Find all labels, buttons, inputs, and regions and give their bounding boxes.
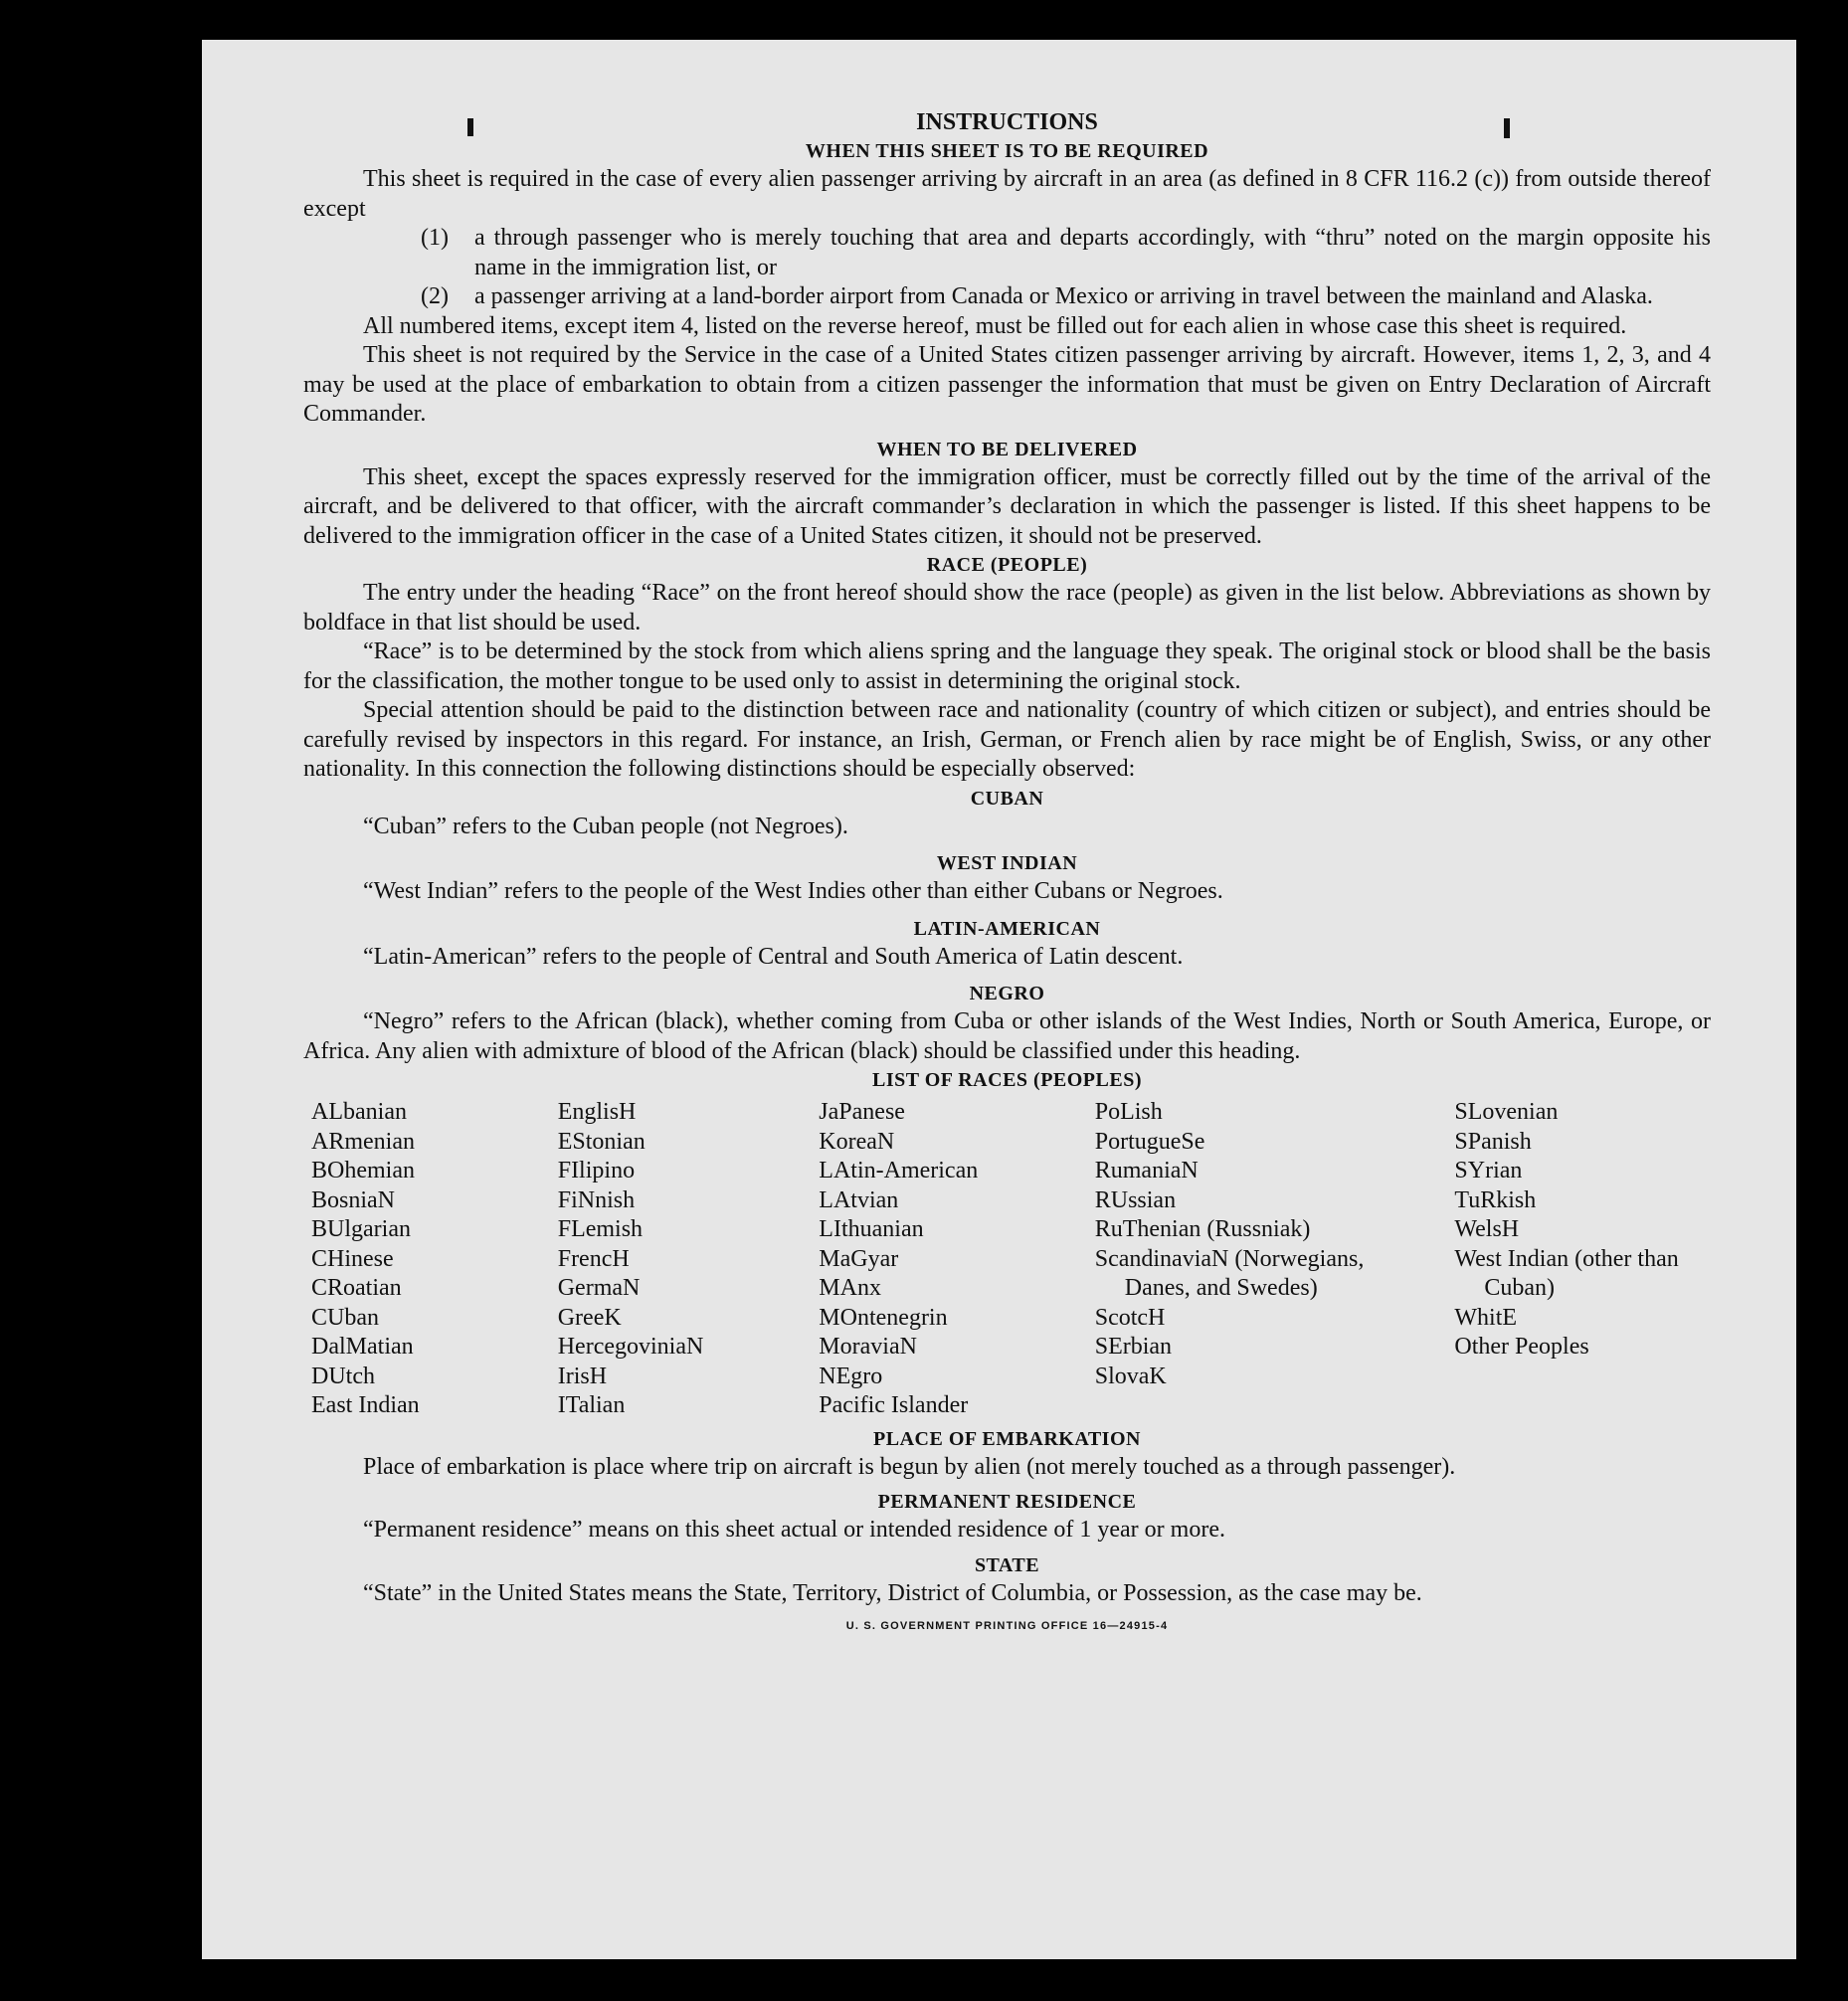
race-entry: CUban xyxy=(311,1304,379,1331)
paragraph-residence: “Permanent residence” means on this sheet actual or intended residence of 1 year or more. xyxy=(363,1517,1225,1543)
race-entry: BosniaN xyxy=(311,1186,395,1213)
race-entry: WhitE xyxy=(1454,1304,1518,1331)
race-entry: BUlgarian xyxy=(311,1216,411,1242)
item-text: a passenger arriving at a land-border airport from Canada or Mexico or arriving in travel between the mainland and Alaska. xyxy=(474,283,1653,309)
race-entry: LAtvian xyxy=(819,1186,899,1213)
races-column-3 xyxy=(819,1098,1094,1421)
race-entry: MAnx xyxy=(819,1275,881,1301)
definition-cuban: “Cuban” refers to the Cuban people (not Negroes). xyxy=(363,813,848,839)
heading-when-delivered: WHEN TO BE DELIVERED xyxy=(876,438,1138,460)
race-entry: SErbian xyxy=(1094,1334,1173,1360)
race-entry: SPanish xyxy=(1454,1128,1532,1155)
race-entry: RumaniaN xyxy=(1094,1158,1199,1183)
race-entry: RUssian xyxy=(1094,1186,1177,1213)
race-entry: PoLish xyxy=(1094,1099,1163,1125)
printer-imprint: U. S. GOVERNMENT PRINTING OFFICE 16—24915-4 xyxy=(845,1620,1169,1632)
heading-cuban: CUBAN xyxy=(970,787,1044,810)
race-entry: GreeK xyxy=(557,1304,622,1331)
races-column-2 xyxy=(558,1098,820,1421)
list-item xyxy=(421,224,1711,282)
race-entry: EnglisH xyxy=(557,1099,637,1125)
race-entry: FrencH xyxy=(557,1245,630,1272)
race-entry: East Indian xyxy=(311,1392,420,1418)
race-entry: SLovenian xyxy=(1454,1099,1559,1125)
race-entry: FiNnish xyxy=(557,1186,636,1213)
document-body xyxy=(303,107,1711,1632)
races-column-1 xyxy=(311,1098,558,1421)
race-entry: Pacific Islander xyxy=(819,1392,969,1418)
race-entry: CHinese xyxy=(311,1245,394,1272)
race-entry: DalMatian xyxy=(311,1334,414,1360)
race-entry: HercegoviniaN xyxy=(557,1334,704,1360)
race-entry: RuThenian (Russniak) xyxy=(1094,1216,1311,1242)
race-entry: LAtin-American xyxy=(819,1158,979,1183)
race-entry: BOhemian xyxy=(311,1158,415,1183)
heading-residence: PERMANENT RESIDENCE xyxy=(877,1491,1137,1513)
heading-west-indian: WEST INDIAN xyxy=(936,852,1078,874)
races-list xyxy=(311,1098,1711,1421)
race-entry: NEgro xyxy=(819,1363,883,1389)
race-entry: ScotcH xyxy=(1094,1304,1166,1331)
heading-race: RACE (PEOPLE) xyxy=(926,554,1088,576)
race-entry: SlovaK xyxy=(1094,1363,1167,1389)
race-entry: CRoatian xyxy=(311,1275,402,1301)
race-entry: ALbanian xyxy=(311,1099,407,1125)
paragraph-state: “State” in the United States means the State, Territory, District of Columbia, or Possession, as the case may be. xyxy=(363,1579,1422,1606)
race-entry: FLemish xyxy=(557,1216,644,1242)
item-text: a through passenger who is merely touching that area and departs accordingly, with “thru” noted on the margin opposite his name in the immigration list, or xyxy=(474,225,1711,280)
race-entry: ARmenian xyxy=(311,1128,415,1155)
heading-state: STATE xyxy=(974,1553,1040,1576)
paragraph-race-stock: “Race” is to be determined by the stock from which aliens spring and the language they speak. The original stock or blood shall be the basis for the classification, the mother tongue to be used only to assist in determining the original stock. xyxy=(303,638,1711,694)
heading-embarkation: PLACE OF EMBARKATION xyxy=(873,1427,1141,1450)
page-title: INSTRUCTIONS xyxy=(916,109,1098,135)
race-entry: IrisH xyxy=(557,1363,608,1389)
races-column-4 xyxy=(1095,1098,1455,1421)
race-entry: JaPanese xyxy=(819,1099,905,1125)
race-entry: WelsH xyxy=(1454,1216,1520,1242)
definition-negro: “Negro” refers to the African (black), whether coming from Cuba or other islands of the West Indies, North or South America, Europe, or Africa. Any alien with admixture of blood of the African (black) should be classified under this heading. xyxy=(303,1008,1711,1064)
race-entry: MoraviaN xyxy=(819,1334,917,1360)
item-number: (1) xyxy=(421,225,449,251)
race-entry: TuRkish xyxy=(1454,1186,1537,1213)
heading-negro: NEGRO xyxy=(969,983,1045,1004)
race-entry: ScandinaviaN (Norwegians, Danes, and Swedes) xyxy=(1094,1245,1365,1301)
race-entry: EStonian xyxy=(557,1128,646,1155)
race-entry: MOntenegrin xyxy=(819,1304,948,1331)
race-entry: LIthuanian xyxy=(819,1216,924,1242)
race-entry: SYrian xyxy=(1454,1158,1523,1183)
paragraph-delivered: This sheet, except the spaces expressly reserved for the immigration officer, must be correctly filled out by the time of the arrival of the aircraft, and be delivered to that officer, with the aircraft commander’s declaration in which the passenger is listed. If this sheet happens to be delivered to the immigration officer in the case of a United States citizen, it should not be preserved. xyxy=(303,463,1711,549)
paragraph-required-intro: This sheet is required in the case of every alien passenger arriving by aircraft in an area (as defined in 8 CFR 116.2 (c)) from outside thereof except xyxy=(303,166,1711,222)
definition-west-indian: “West Indian” refers to the people of the West Indies other than either Cubans or Negroes. xyxy=(363,878,1223,904)
paragraph-embarkation: Place of embarkation is place where trip on aircraft is begun by alien (not merely touched as a through passenger). xyxy=(363,1453,1456,1480)
paragraph-race-nationality: Special attention should be paid to the distinction between race and nationality (country of which citizen or subject), and entries should be carefully revised by inspectors in this regard. For instance, an Irish, German, or French alien by race might be of English, Swiss, or any other nationality. In this connection the following distinctions should be especially observed: xyxy=(303,697,1711,782)
paragraph-numbered-items: All numbered items, except item 4, listed on the reverse hereof, must be filled out for each alien in whose case this sheet is required. xyxy=(363,312,1627,339)
race-entry: West Indian (other than Cuban) xyxy=(1454,1245,1679,1301)
race-entry: Other Peoples xyxy=(1454,1334,1589,1360)
race-entry: PortugueSe xyxy=(1094,1128,1205,1155)
item-number: (2) xyxy=(421,283,449,309)
list-item xyxy=(421,282,1711,312)
race-entry: FIlipino xyxy=(557,1158,636,1183)
heading-latin-american: LATIN-AMERICAN xyxy=(913,917,1101,940)
race-entry: DUtch xyxy=(311,1363,375,1389)
paragraph-citizen: This sheet is not required by the Service in the case of a United States citizen passenger arriving by aircraft. However, items 1, 2, 3, and 4 may be used at the place of embarkation to obtain from a citizen passenger the information that must be given on Entry Declaration of Aircraft Commander. xyxy=(303,342,1711,427)
heading-list-of-races: LIST OF RACES (PEOPLES) xyxy=(871,1069,1142,1091)
heading-when-required: WHEN THIS SHEET IS TO BE REQUIRED xyxy=(805,140,1209,162)
race-entry: GermaN xyxy=(557,1275,641,1301)
race-entry: ITalian xyxy=(557,1392,626,1418)
definition-latin-american: “Latin-American” refers to the people of Central and South America of Latin descent. xyxy=(363,943,1184,970)
race-entry: KoreaN xyxy=(819,1128,895,1155)
paragraph-race-entry: The entry under the heading “Race” on the front hereof should show the race (people) as given in the list below. Abbreviations as shown by boldface in that list should be used. xyxy=(303,580,1711,636)
races-column-5 xyxy=(1454,1098,1711,1421)
race-entry: MaGyar xyxy=(819,1245,899,1272)
